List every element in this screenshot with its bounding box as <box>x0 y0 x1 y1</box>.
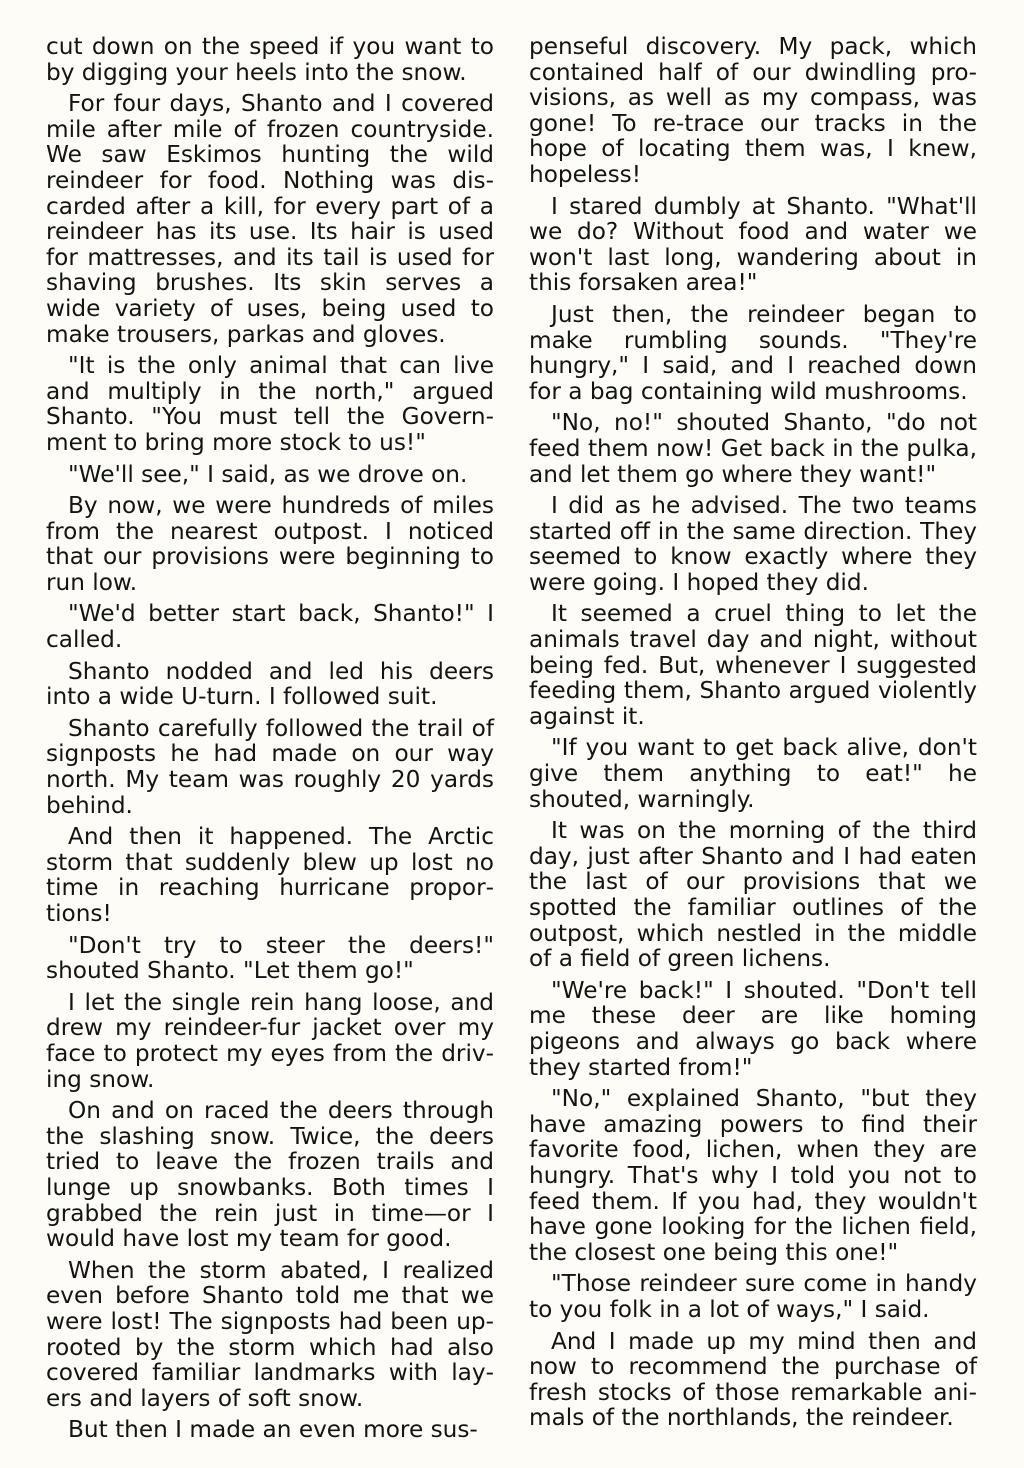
paragraph: For four days, Shanto and I covered mile after mile of frozen countryside. We saw Eskimos hunting the wild reindeer for food. Nothing was discarded after a kill, for every part of a reindeer has its use. Its hair is used for mattresses, and its tail is used for shaving brushes. Its skin serves a wide variety of uses, being used to make trousers, parkas and gloves. <box>46 90 494 348</box>
paragraph: But then I made an even more sus- <box>68 1416 478 1444</box>
paragraph: "Don't try to steer the deers!" shouted Shanto. "Let them go!" <box>46 931 494 985</box>
paragraph: By now, we were hundreds of miles from the nearest outpost. I noticed that our provisions were beginning to run low. <box>46 492 494 596</box>
paragraph: "Those reindeer sure come in handy to you folk in a lot of ways," I said. <box>529 1270 977 1323</box>
paragraph: When the storm abated, I realized even before Shanto told me that we were lost! The signposts had been uprooted by the storm which had also covered familiar landmarks with layers and layers of soft snow. <box>46 1256 494 1412</box>
paragraph: It was on the morning of the third day, just after Shanto and I had eaten the last of our provisions that we spotted the familiar outlines of the outpost, which nestled in the middle of a field of green lichens. <box>529 817 977 973</box>
paragraph: Just then, the reindeer began to make rumbling sounds. "They're hungry," I said, and I reached down for a bag containing wild mushrooms. <box>529 300 977 405</box>
paragraph: cut down on the speed if you want to by digging your heels into the snow. <box>46 33 494 86</box>
paragraph: I let the single rein hang loose, and drew my reindeer-fur jacket over my face to protect my eyes from the driving snow. <box>46 988 494 1093</box>
paragraph: penseful discovery. My pack, which contained half of our dwindling provisions, as well as my compass, was gone! To re-trace our tracks in the hope of locating them was, I knew, hopeless! <box>529 33 977 188</box>
paragraph: On and on raced the deers through the slashing snow. Twice, the deers tried to leave the frozen trails and lunge up snowbanks. Both times I grabbed the rein just in time—or I would have lost my team for good. <box>46 1097 494 1253</box>
paragraph: "If you want to get back alive, don't give them anything to eat!" he shouted, warningly. <box>529 734 977 813</box>
paragraph: "It is the only animal that can live and multiply in the north," argued Shanto. "You must tell the Government to bring more stock to us!" <box>46 352 494 456</box>
paragraph: "We'd better start back, Shanto!" I called. <box>46 600 494 654</box>
right-text-column <box>529 34 977 1437</box>
paragraph: "We're back!" I shouted. "Don't tell me these deer are like homing pigeons and always go back where they started from!" <box>529 976 977 1081</box>
paragraph: I stared dumbly at Shanto. "What'll we do? Without food and water we won't last long, wandering about in this forsaken area!" <box>529 192 977 297</box>
paragraph: It seemed a cruel thing to let the animals travel day and night, without being fed. But, whenever I suggested feeding them, Shanto argued violently against it. <box>529 600 977 730</box>
paragraph: "No, no!" shouted Shanto, "do not feed them now! Get back in the pulka, and let them go where they want!" <box>529 409 977 488</box>
paragraph: And then it happened. The Arctic storm that suddenly blew up lost no time in reaching hurricane proportions! <box>46 823 494 927</box>
paragraph: Shanto carefully followed the trail of signposts he had made on our way north. My team was roughly 20 yards behind. <box>46 714 494 819</box>
paragraph: Shanto nodded and led his deers into a wide U-turn. I followed suit. <box>46 657 494 711</box>
paragraph: And I made up my mind then and now to recommend the purchase of fresh stocks of those remarkable animals of the northlands, the reindeer. <box>529 1327 977 1432</box>
paragraph: "We'll see," I said, as we drove on. <box>68 460 468 488</box>
paragraph: I did as he advised. The two teams started off in the same direction. They seemed to know exactly where they were going. I hoped they did. <box>529 492 977 596</box>
left-text-column <box>46 34 494 1449</box>
paragraph: "No," explained Shanto, "but they have amazing powers to find their favorite food, lichen, when they are hungry. That's why I told you not to feed them. If you had, they wouldn't have gone looking for the lichen field, the closest one being this one!" <box>529 1085 977 1266</box>
